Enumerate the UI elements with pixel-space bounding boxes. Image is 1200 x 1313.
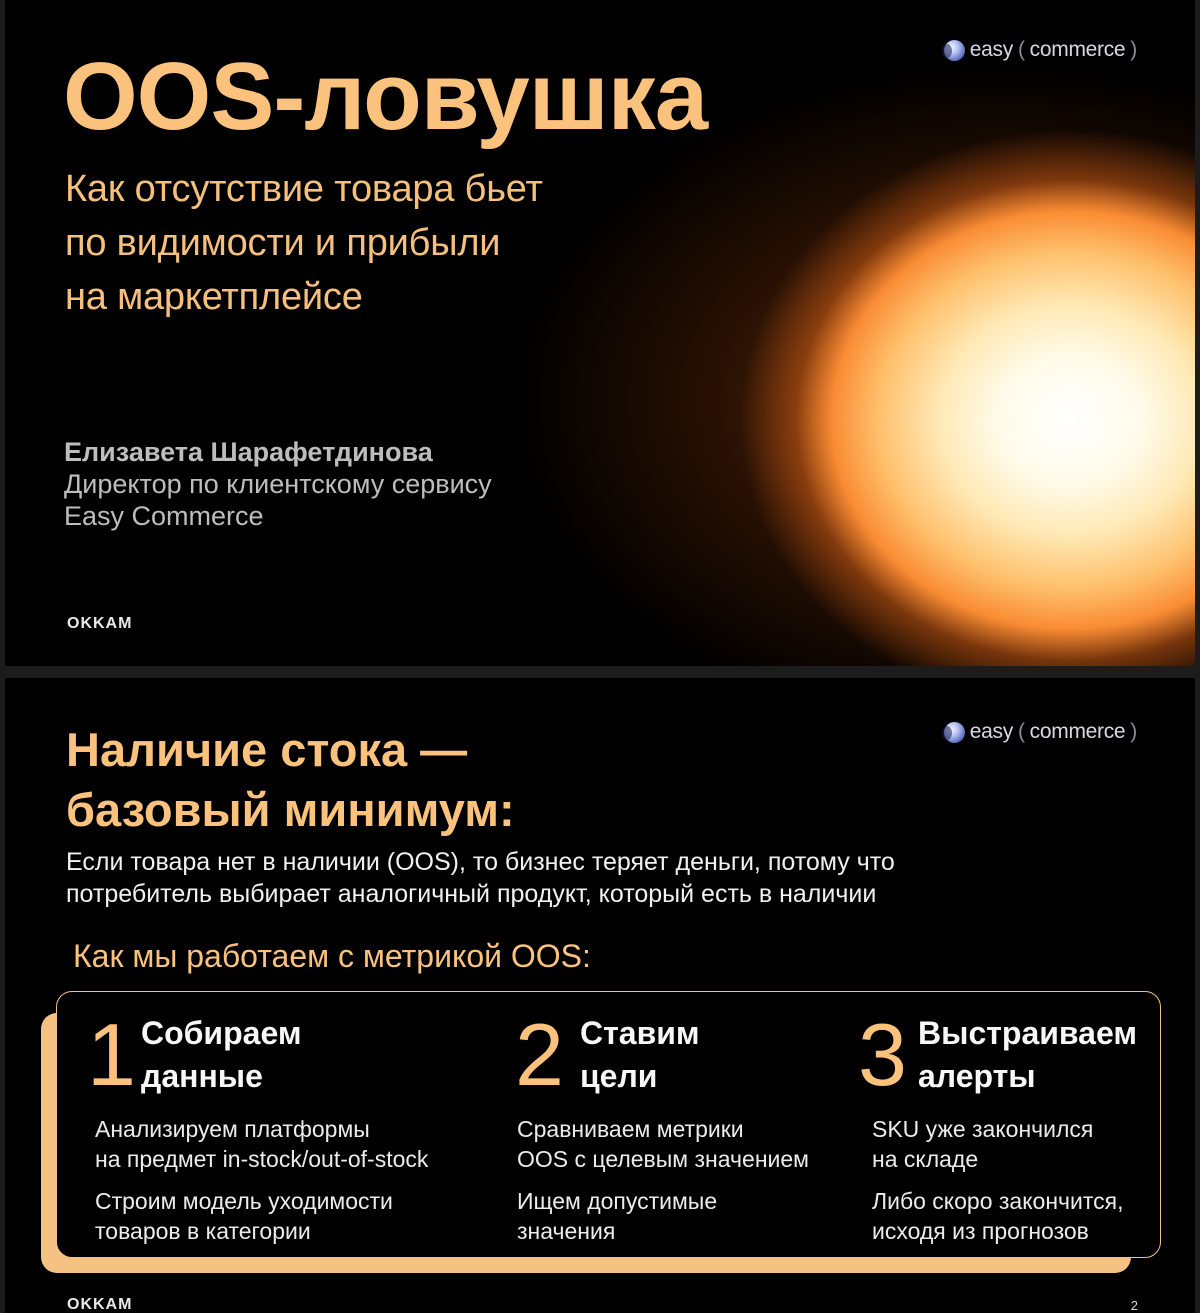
- logo-brand: easy: [969, 720, 1013, 743]
- step-heading: [580, 1012, 700, 1098]
- author-role: Директор по клиентскому сервису: [64, 469, 492, 499]
- step-paragraph: [95, 1114, 428, 1174]
- step-collect-data: [57, 992, 497, 1257]
- step-text: [95, 1114, 428, 1258]
- slide-title: [5, 0, 1195, 666]
- step-text: [872, 1114, 1123, 1258]
- easy-commerce-logo: [944, 38, 1137, 62]
- steps-card: [56, 991, 1161, 1258]
- slide-oos-stock: [5, 678, 1195, 1313]
- step-line: OOS с целевым значением: [517, 1146, 809, 1172]
- slide2-description: [66, 846, 1066, 910]
- subtitle-line: Как отсутствие товара бьет: [65, 168, 543, 210]
- subtitle-line: на маркетплейсе: [65, 276, 363, 318]
- logo-paren-open: (: [1017, 720, 1025, 743]
- step-line: Ищем допустимые: [517, 1188, 718, 1214]
- okkam-logo: OKKAM: [67, 615, 133, 632]
- slide1-subtitle: [65, 162, 765, 324]
- step-line: на складе: [872, 1146, 979, 1172]
- step-number: 1: [87, 1005, 136, 1104]
- step-heading: [141, 1012, 301, 1098]
- step-heading-line: алерты: [918, 1058, 1036, 1094]
- step-line: значения: [517, 1218, 616, 1244]
- step-heading-line: цели: [580, 1058, 658, 1094]
- subtitle-line: по видимости и прибыли: [65, 222, 501, 264]
- step-line: Сравниваем метрики: [517, 1116, 744, 1142]
- step-heading-line: данные: [141, 1058, 263, 1094]
- step-paragraph: [872, 1186, 1123, 1246]
- description-line: Если товара нет в наличии (OOS), то бизнес теряет деньги, потому что: [66, 848, 895, 876]
- step-line: товаров в категории: [95, 1218, 311, 1244]
- step-set-goals: [497, 992, 852, 1257]
- easy-commerce-logo: [944, 720, 1137, 744]
- description-line: потребитель выбирает аналогичный продукт, который есть в наличии: [66, 880, 877, 908]
- easy-commerce-logo-icon: [944, 40, 965, 61]
- title-line: Наличие стока —: [66, 723, 468, 776]
- author-company: Easy Commerce: [64, 501, 264, 531]
- logo-paren-open: (: [1017, 38, 1025, 61]
- step-paragraph: [517, 1186, 809, 1246]
- method-heading: Как мы работаем с метрикой OOS:: [73, 938, 591, 974]
- step-number: 3: [858, 1005, 907, 1104]
- step-line: исходя из прогнозов: [872, 1218, 1089, 1244]
- step-paragraph: [872, 1114, 1123, 1174]
- author-name: Елизавета Шарафетдинова: [64, 437, 433, 467]
- logo-brand-paren: commerce: [1029, 720, 1126, 743]
- step-heading-line: Выстраиваем: [918, 1015, 1138, 1051]
- logo-paren-close: ): [1130, 720, 1137, 743]
- step-heading-line: Ставим: [580, 1015, 700, 1051]
- step-line: Либо скоро закончится,: [872, 1188, 1124, 1214]
- step-line: SKU уже закончился: [872, 1116, 1094, 1142]
- author-block: [64, 436, 492, 532]
- step-line: Анализируем платформы: [95, 1116, 370, 1142]
- okkam-logo: OKKAM: [67, 1296, 133, 1313]
- step-line: на предмет in-stock/out-of-stock: [95, 1146, 429, 1172]
- step-text: [517, 1114, 809, 1258]
- step-build-alerts: [852, 992, 1160, 1257]
- logo-brand-paren: commerce: [1029, 38, 1126, 61]
- logo-brand: easy: [969, 38, 1013, 61]
- step-number: 2: [515, 1005, 564, 1104]
- page-number: 2: [1130, 1298, 1138, 1313]
- logo-paren-close: ): [1130, 38, 1137, 61]
- easy-commerce-logo-icon: [944, 722, 965, 743]
- title-line: базовый минимум:: [66, 783, 515, 836]
- step-heading-line: Собираем: [141, 1015, 302, 1051]
- step-paragraph: [95, 1186, 428, 1246]
- slide1-title: OOS-ловушка: [63, 43, 708, 150]
- step-paragraph: [517, 1114, 809, 1174]
- step-line: Строим модель уходимости: [95, 1188, 393, 1214]
- step-heading: [918, 1012, 1137, 1098]
- slide2-title: [66, 720, 515, 840]
